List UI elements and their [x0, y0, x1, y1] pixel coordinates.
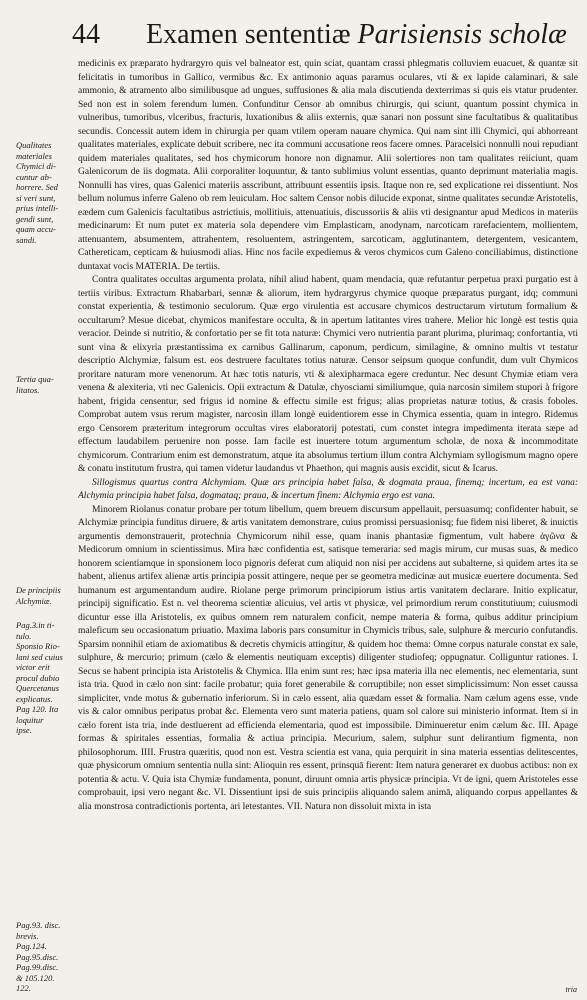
paragraph: Minorem Riolanus conatur probare per totum libellum, quem breuem discursum appellauit, persuasumq; confidenter habuit, se Alchymiæ principia funditus diruere, & artis vanitatem demonstrare, cuius promissi persuasionisq; fue fidem nisi liberet, & inuictis argumentis demonstrauerit, protechnia Chymicorum nihil esse, quam inanis phantasiæ figmentum, vult habere ἀγῶνα & Medicorum omnium in scientissimus. Mira hæc confidentia est, satisque temeraria: sed magis mirum, cur musas suas, & medico honorem scientiamque in sponsionem loco pignoris deferat cum aliquid non nisi per accidens aut subalterne, si quidem artes ita se habent, alienus artifex alienæ artis principia possit attingere, neque per se geometra medicinæ aut musicæ euertere documenta. Sed humanum est argumentandum audire. Riolane perge primorum principiorum istius artis vanitatem declarare. Initio explicatur, principij significatio. Est n. vel theorema scientiæ alicuius, vel artis vt physicæ, vel primordium rerum constitutiuum; cuiusmodi dicuntur esse illa Aristotelis, ex quibus omnem rem naturalem conficit, nempe materia & forma, quibus additur principium maleficum seu occasionatum priuatio. Maxima laboris pars consumitur in Chymicis tribus, sale, sulphure & mercurio confutandis. Sparsim nonnihil etiam de axiomatibus & decretis chymicis attingitur, & quidem hoc thema: Omne corpus naturale constat ex sale, sulphure, & mercurio; primum (cælo & elementis neutiquam exceptis) diligenter studiofeq; oppugnatur. Colliguntur rationes. I. Secus se habent principia ista Aristotelis & Chymica. Illa enim sunt res; hæc ipsa materia illa nec elementis, nec elementaria, sunt ista tria. Quod in cælo non sint: facile probatur; quia foret generabile & corruptibile; non esset simplicissimum: Non esset caussa simpliciter, vnde motus & gubernatio inferiorum. Si in cælo essent, alia quædam esset & formalia. Nam cælum agens esse, vnde vis & calor omnibus peripatus probat &c. Elementa vero sunt materia patiens, quam sol calore sui ministerio informat. Item si in cælo forent ista tria, inde destluerent ad efficienda elementaria, quod est impossibile. Diminueretur enim cælum &c. III. Apage formas & spiritales essentias, formalia & actiua principia. Mecurium, salem, sulphur sunt delirantium figmenta, non philosophorum. IIII. Frustra quæritis, quod non est. Vestra scientia est vana, quia perquirit in sina materia essentias delitescentes, quæ physicorum omnium sententia nulla sint: Alioquin res essent, prinsquā fierent: Item natura generaret ex duobus actibus: non ex potentia & actu. V. Quia ista Chymiæ fundamenta, ponunt, diruunt omnia artis physicæ principia. Vt de igni, quem Aristoteles esse comprobauit, ipsi vero negant &c. VI. Dissentiunt ipsi de suis principiis aliquando salem animā, aliquando corpus appellantes & alia monstrosa contradictionis portenta, ari letestantes. VII. Natura non dissoluit mixta in ista — [78, 504, 578, 812]
margin-note-sponsio — [16, 620, 74, 736]
margin-note: Tertia qua- litatos. — [16, 374, 54, 395]
running-title-roman: Examen sententiæ — [146, 19, 351, 50]
margin-note: Pag.3.in ti- tulo. Sponsio Rio- lani sed cuius victor erit procul dubio Quercetanus explicatus. Pag 120. Ita loquitur ipse. — [16, 620, 63, 735]
paragraph: Contra qualitates occultas argumenta prolata, nihil aliud habent, quam mendacia, quæ refutantur perpetua praxi purgatio est à tertiis viribus. Extractum Rhabarbari, sennæ & aliorum, item hydrargyrus chymice quoque præparatus purgant, idq; communi constat experientia, & testimonio seculorum. Quæ ergo virulentia est accusare chymicos destructarum virtutum formalium & occultarum? Mesue dicebat, chymicos manifestare occulta, & in apertum latitantes vires trahere. Melior hic longè est testis quia veracior. Deinde si nutritio, & confortatio per se fit tota naturæ: Chymici vero nutrientia parant plurima, plurimaq; confortantia, vti sunt vina & elixyria præstantissima ex carnibus Gallinarum, caponum, perdicum, similagine, & omnino multis vt testatur descriptio Alchymiæ, falsum est. eos destruere facultates totius naturæ. Censor seipsum quoque confundit, dum vult Chymicos proritare naturam more venenorum. At hæc totis naturis, vti & alexipharmaca egere creduntur. Nec desunt Chymiæ etiam vera venena & alexiteria, vti nec Galenicis. Opii extractum & Datulæ, chyosciami similiumque, quia narcosin similem stupori à frigore habent, frigida censentur, sed frigus id nomine & effectu simile est frigus; alias proprietas naturæ totius, & crasis foboles. Comprobat autem vsus rerum magister, narcosin illam longè euidentiorem esse in Chymica essentia, quam in integro. Ridemus ergo Censorem præteritum integrorum occultas vires elaboratorij potestati, cum constet integra impedimenta iterata sæpe ad effectum laudabilem peruenire non posse. Iam facile est inuertere totum argumentum scholæ, de noxa & incommoditate chymicorum. Contrarium enim est demonstratum, atque ita absolumus tertium illum contra Alchymiam syllogismum magno opere & conatu institutum frustra, qui tamen videtur laudandus vt Phaethon, qui magnis ausis excidit, sicut & Icarus. — [78, 275, 578, 474]
margin-note: Qualitates materiales Chymici di- cuntur ab- horrere. Sed si veri sunt, prius intelli- gendi sunt, quam accu- sandi. — [16, 140, 59, 245]
margin-note-principiis — [16, 585, 74, 606]
running-title — [146, 18, 567, 52]
margin-note-qualitates — [16, 140, 74, 245]
page-header — [72, 18, 577, 54]
margin-note: Pag.93. disc. brevis. Pag.124. Pag.95.disc. Pag.99.disc. & 105.120. 122. — [16, 920, 61, 993]
body-text — [78, 58, 578, 988]
margin-note-tertia — [16, 374, 74, 395]
paragraph-syllogism: Sillogismus quartus contra Alchymiam. Quæ ars principia habet falsa, & dogmata praua, finemq; incertum, ea est vana: Alchymia principia habet falsa, dogmataq; praua, & incertum finem: Alchymia ergo est vana. — [78, 477, 578, 501]
running-title-italic: Parisiensis scholæ — [357, 19, 567, 50]
paragraph: medicinis ex præparato hydrargyro quis vel balneator est, quin sciat, quantam crassi phlegmatis colluviem euacuet, & quantæ sit felicitatis in tumoribus in Gallico, vermibus &c. Ex antimonio aquas paramus oculares, vti & ex lapide calaminari, & sale ammonio, & atramento albo similibusque ad ungues, suffusiones & alia mala discutienda dexterrimas si quis eis vtatur prudenter. Sed non est in solem ferendum lumen. Confunditur Censor ab omnibus chirurgis, qui sciunt, quantum possint chymica in vulneribus, tumoribus, vlceribus, fracturis, luxationibus & aliis externis, quæ sanari non possunt sine facultatibus & qualitatibus secundis. Concessit autem idem in chirurgia per quam vtilem operam nauare chymica. Qui nam sint illi Chymici, qui abhorreant qualitates materiales, explicate debuit scribere, nec ita communi accusatione reos facere omnes. Paracelsici nonnulli noui repudiant quidem materiales qualitates, sed hos chymicorum honore non dignamur. Alii solertiores non tam qualitates reiiciunt, quam Galenicorum de iis dogmata. Alii corporaliter loquuntur, & tanto sublimius volunt essentias, quanto deprimunt materialia magis. Nonnulli has vires, quas Galenici materiis asscribunt, attribuunt essentiis ipsis. Itaque non re, sed explicatione rei dissentiunt. Nos bellum nolumus inferre Galeno ob rem leuiculam. Hoc saltem Censor nobis dilucide exponat, sintne qualitates secundæ Aristotelis, eædem cum Galenicis facultatibus astrictiuis, mollitiuis, attenuatiuis, discussoriis & aliis vti designantur apud Medicos in materiis medicinarum: Et num putet ex materia sola dependere vim Emplasticam, anodynam, narcoticam rarefacientem, mollientem, attenuantem, absumentem, attrahentem, resoluentem, astringentem, sarcoticam, agglutinantem, detergentem, vesicantem, Cathereticam, cepticam & huiusmodi alias. Hinc nos facile expediemus & veros chymicos cum Galeno conciliabimus, distinctione duntaxat vocis MATERIA. De tertiis. — [78, 59, 578, 272]
catchword: tria — [565, 985, 577, 994]
page-number: 44 — [72, 19, 100, 50]
margin-note-pages — [16, 920, 74, 994]
margin-note: De principiis Alchymiæ. — [16, 585, 61, 606]
